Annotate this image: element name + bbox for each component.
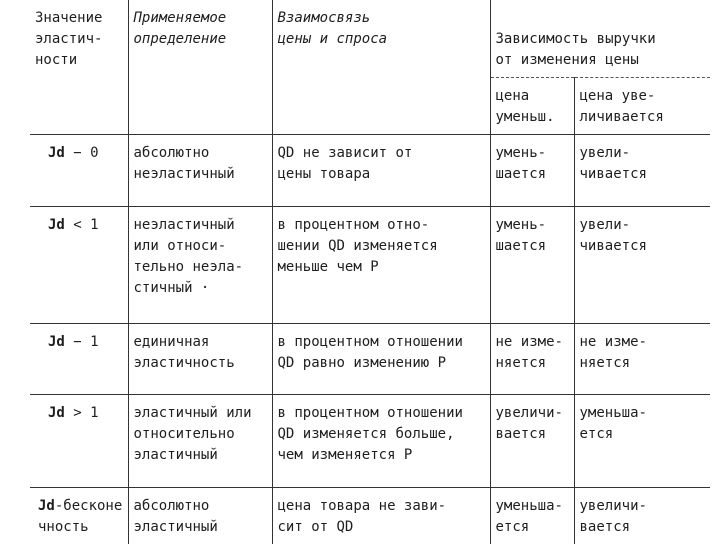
table-row	[30, 395, 710, 488]
table-row	[30, 207, 710, 324]
revenue-decrease-cell: увеличи- вается	[490, 395, 574, 488]
definition-cell: неэластичный или относи- тельно неэла- стичный ·	[128, 207, 272, 324]
subheader-price-decrease: цена уменьш.	[490, 78, 574, 135]
relation-cell: QD не зависит от цены товара	[272, 135, 490, 207]
relation-cell: в процентном отношении QD равно изменению P	[272, 324, 490, 395]
header-row	[30, 0, 710, 78]
header-elasticity-value: Значение эластич- ности	[30, 0, 128, 135]
subheader-price-increase: цена уве- личивается	[574, 78, 710, 135]
header-revenue-dependence	[490, 0, 710, 78]
elasticity-value: < 1	[64, 217, 99, 233]
elasticity-value: -бесконечность	[38, 498, 123, 535]
elasticity-symbol: Jd	[48, 217, 65, 233]
relation-cell: в процентном отно- шении QD изменяется меньше чем P	[272, 207, 490, 324]
table-row	[30, 135, 710, 207]
revenue-decrease-cell: умень- шается	[490, 135, 574, 207]
header-definition: Применяемое определение	[128, 0, 272, 135]
header-price-demand-relation: Взаимосвязь цены и спроса	[272, 0, 490, 135]
elasticity-value-cell	[30, 488, 128, 545]
elasticity-symbol: Jd	[48, 334, 65, 350]
revenue-decrease-cell: уменьша- ется	[490, 488, 574, 545]
revenue-decrease-cell: не изме- няется	[490, 324, 574, 395]
revenue-increase-cell: увели- чивается	[574, 207, 710, 324]
elasticity-symbol: Jd	[48, 405, 65, 421]
elasticity-value-cell	[30, 135, 128, 207]
relation-cell: в процентном отношении QD изменяется больше, чем изменяется P	[272, 395, 490, 488]
elasticity-value: > 1	[64, 405, 99, 421]
revenue-increase-cell: увеличи- вается	[574, 488, 710, 545]
table-row	[30, 324, 710, 395]
revenue-increase-cell: уменьша- ется	[574, 395, 710, 488]
elasticity-value-cell	[30, 395, 128, 488]
elasticity-table	[30, 0, 710, 544]
elasticity-symbol: Jd	[38, 498, 55, 514]
revenue-decrease-cell: умень- шается	[490, 207, 574, 324]
definition-cell: единичная эластичность	[128, 324, 272, 395]
elasticity-value-cell	[30, 207, 128, 324]
elasticity-value: − 1	[64, 334, 99, 350]
header-revenue-dependence-text: Зависимость выручки от изменения цены	[495, 31, 656, 68]
definition-cell: эластичный или относительно эластичный	[128, 395, 272, 488]
revenue-increase-cell: не изме- няется	[574, 324, 710, 395]
relation-cell: цена товара не зави- сит от QD	[272, 488, 490, 545]
elasticity-symbol: Jd	[48, 145, 65, 161]
elasticity-value: − 0	[64, 145, 99, 161]
revenue-increase-cell: увели- чивается	[574, 135, 710, 207]
elasticity-value-cell	[30, 324, 128, 395]
definition-cell: абсолютно неэластичный	[128, 135, 272, 207]
definition-cell: абсолютно эластичный	[128, 488, 272, 545]
table-row	[30, 488, 710, 545]
